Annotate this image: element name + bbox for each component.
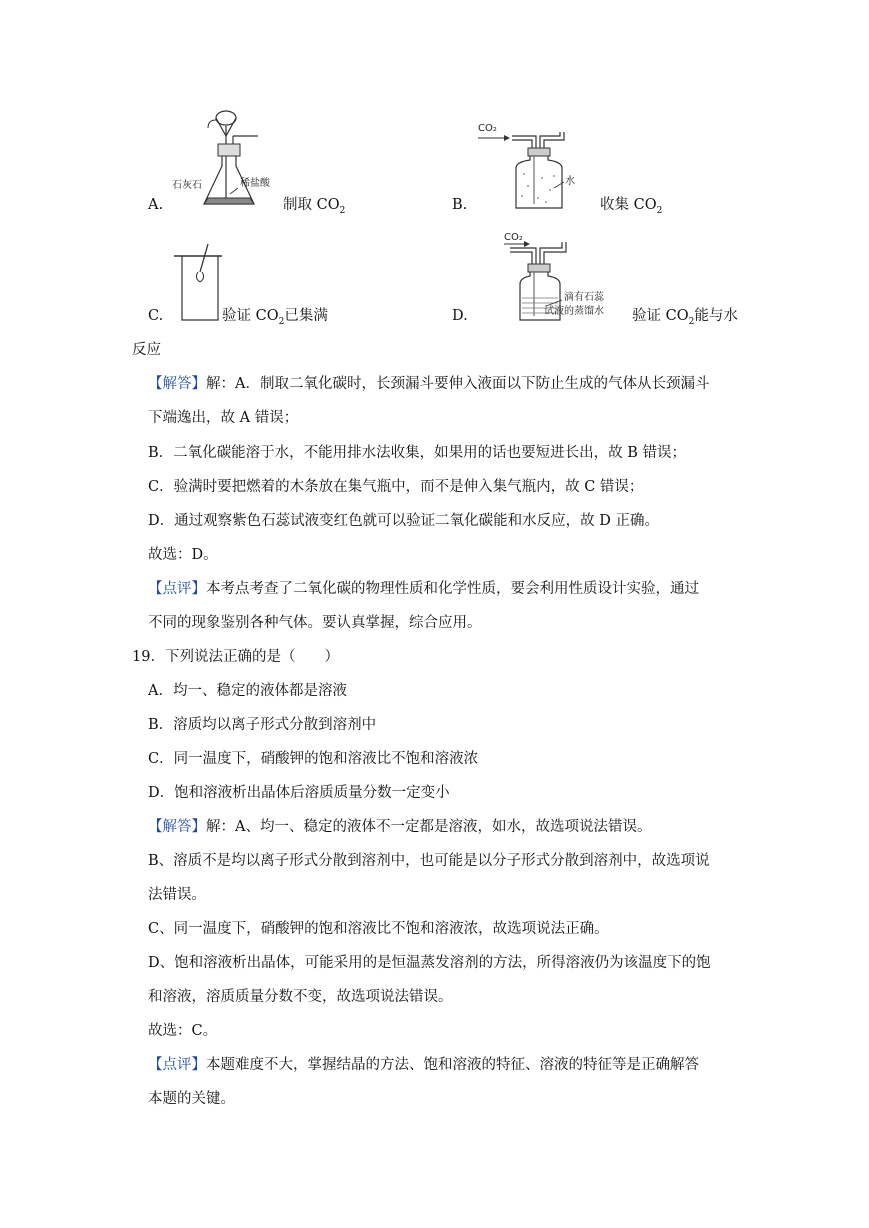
fig-b-gas-label: CO₂ [478,123,497,134]
q19-answer-line-4: C、同一温度下，硝酸钾的饱和溶液比不饱和溶液浓，故选项说法正确。 [148,921,609,937]
option-d-caption-wrap: 反应 [132,342,161,358]
q18-answer-line-5: D．通过观察紫色石蕊试液变红色就可以验证二氧化碳能和水反应，故 D 正确。 [148,513,659,529]
q19-option-c: C．同一温度下，硝酸钾的饱和溶液比不饱和溶液浓 [148,751,479,767]
q19-option-b: B．溶质均以离子形式分散到溶剂中 [148,717,377,733]
q18-answer-line-4: C．验满时要把燃着的木条放在集气瓶中，而不是伸入集气瓶内，故 C 错误； [148,479,644,495]
option-d-label: D. [452,308,468,324]
q19-stem: 19．下列说法正确的是（ ） [132,649,339,665]
q18-answer-line-3: B．二氧化碳能溶于水，不能用排水法收集，如果用的话也要短进长出，故 B 错误； [148,445,687,461]
fig-a-label-right: 稀盐酸 [240,178,270,189]
answer-tag: 【解答】 [148,376,206,392]
comment-tag: 【点评】 [148,581,206,597]
option-b-figure [476,118,586,213]
q19-option-a: A．均一、稳定的液体都是溶液 [148,683,347,699]
q19-answer-line-3: 法错误。 [148,887,206,903]
q19-answer-line-5: D、饱和溶液析出晶体，可能采用的是恒温蒸发溶剂的方法，所得溶液仍为该温度下的饱 [148,955,711,971]
option-d-figure [476,228,636,324]
option-c-caption: 验证 $CO_2$已集满 [222,308,328,327]
option-c-label: C. [148,308,164,324]
answer-tag: 【解答】 [148,819,206,835]
comment-tag: 【点评】 [148,1057,206,1073]
q18-answer-line-2: 下端逸出，故 A 错误； [148,410,299,426]
q19-answer-line-1: 【解答】解：A、均一、稳定的液体不一定都是溶液，如水，故选项说法错误。 [148,819,652,835]
q18-answer-line-1: 【解答】解：A．制取二氧化碳时，长颈漏斗要伸入液面以下防止生成的气体从长颈漏斗 [148,376,710,392]
q18-comment-line-2: 不同的现象鉴别各种气体。要认真掌握，综合应用。 [148,615,482,631]
option-b-caption: 收集 $CO_2$ [600,197,663,216]
option-a-label: A. [148,197,164,213]
q19-comment-line-1: 【点评】本题难度不大，掌握结晶的方法、饱和溶液的特征、溶液的特征等是正确解答 [148,1057,699,1073]
q19-answer-line-7: 故选：C。 [148,1023,218,1039]
q18-comment-line-1: 【点评】本考点考查了二氧化碳的物理性质和化学性质，要会利用性质设计实验，通过 [148,581,699,597]
fig-b-water-label: 水 [565,176,575,187]
fig-d-label-line1: 滴有石蕊 [564,292,604,303]
fig-a-label-left: 石灰石 [172,180,202,191]
q19-option-d: D．饱和溶液析出晶体后溶质质量分数一定变小 [148,785,450,801]
q19-answer-line-6: 和溶液，溶质质量分数不变，故选项说法错误。 [148,989,453,1005]
q18-answer-line-6: 故选：D。 [148,547,218,563]
option-a-caption: 制取 $CO_2$ [283,197,346,216]
fig-d-label-line2: 试液的蒸馏水 [544,306,604,317]
option-d-caption: 验证 $CO_2$能与水 [632,308,738,327]
fig-d-gas-label: CO₂ [504,232,523,243]
option-a-figure [168,108,288,213]
option-b-label: B. [452,197,468,213]
q19-answer-line-2: B、溶质不是均以离子形式分散到溶剂中，也可能是以分子形式分散到溶剂中，故选项说 [148,853,710,869]
q19-comment-line-2: 本题的关键。 [148,1091,235,1107]
